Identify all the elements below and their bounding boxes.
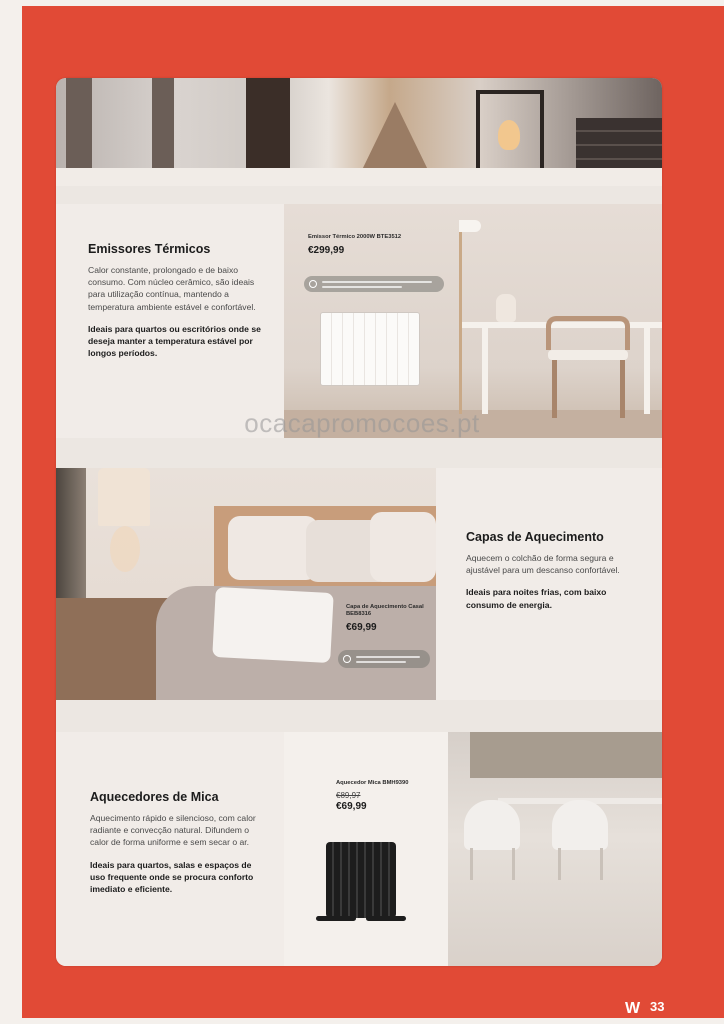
mica-heater-product: [284, 732, 448, 966]
thermal-emitter-product-image: [320, 312, 420, 386]
section-note: Ideais para noites frias, com baixo consumo de energia.: [466, 587, 607, 610]
pinecone-icon: [361, 102, 429, 172]
books-icon: [576, 118, 662, 170]
section-note: Ideais para quartos, salas e espaços de uso frequente onde se procura conforto imediato e eficiente.: [90, 859, 254, 895]
info-icon: [343, 655, 351, 663]
desk-leg: [644, 328, 650, 414]
lamp-glow: [110, 526, 140, 572]
price-tag: [308, 234, 428, 256]
desk-leg: [482, 328, 488, 414]
brand-logo-icon: W: [625, 1000, 641, 1017]
catalog-sheet: [56, 78, 662, 966]
section-description: Aquecem o colchão de forma segura e ajustável para um descanso confortável.: [466, 553, 620, 576]
section-description: Aquecimento rápido e silencioso, com calor radiante e convecção natural. Difundem o calor de forma uniforme e sem secar o ar.: [90, 813, 256, 848]
product-name: Capa de Aquecimento Casal BEB8316: [346, 604, 424, 617]
page-edge-top: [0, 0, 724, 6]
winter-banner-photo: [56, 78, 662, 186]
watermark: ocacapromocoes.pt: [244, 408, 480, 438]
chair-seat: [548, 350, 628, 360]
section-description: Calor constante, prolongado e de baixo consumo. Com núcleo cerâmico, são ideais para utilização contínua, mantendo a temperatura ambiente estável e confortável.: [88, 265, 256, 312]
floor-lamp: [459, 224, 462, 414]
window: [470, 732, 662, 778]
product-price: €69,99: [346, 622, 377, 633]
vase-icon: [496, 294, 516, 322]
section-title: Emissores Térmicos: [88, 242, 211, 256]
page-number: 33: [650, 999, 665, 1014]
product-name: Emissor Térmico 2000W BTE3512: [308, 234, 402, 240]
heater-foot: [316, 916, 356, 921]
page-edge: [0, 0, 22, 1024]
section-thermal-emitters: [56, 204, 284, 438]
product-old-price: €89,97: [336, 791, 361, 800]
heater-foot: [366, 916, 406, 921]
tree-trunk: [152, 78, 174, 168]
table-lamp-icon: [98, 468, 150, 526]
tree-trunk: [66, 78, 92, 168]
pillow: [228, 516, 318, 580]
product-price: €69,99: [336, 801, 367, 812]
pillow: [370, 512, 436, 582]
bedroom-photo: [56, 468, 436, 700]
section-mica-heaters: [56, 732, 284, 966]
mica-heater-image: [326, 842, 396, 918]
section-heated-mattress-pads: [436, 468, 662, 700]
price-tag: [346, 604, 426, 633]
section-title: Aquecedores de Mica: [90, 790, 219, 804]
lamp-head-icon: [459, 220, 481, 232]
chair-leg: [552, 360, 557, 418]
info-badge: [304, 276, 444, 292]
product-price: €299,99: [308, 245, 345, 256]
dining-chair: [464, 800, 520, 850]
info-badge: [338, 650, 430, 668]
info-icon: [309, 280, 317, 288]
office-room-photo: [284, 204, 662, 438]
dining-chair: [552, 800, 608, 850]
product-name: Aquecedor Mica BMH9390: [336, 780, 409, 786]
dining-room-photo: [448, 732, 662, 966]
chair-icon: [546, 316, 630, 350]
price-tag: [336, 780, 436, 812]
lantern-icon: [476, 90, 544, 170]
chair-leg: [620, 360, 625, 418]
shelf: [56, 168, 662, 186]
section-title: Capas de Aquecimento: [466, 530, 604, 544]
section-note: Ideais para quartos ou escritórios onde se deseja manter a temperatura estável por longos períodos.: [88, 323, 261, 359]
heated-mattress-pad-product-image: [212, 587, 334, 663]
page-edge-bottom: [0, 1018, 724, 1024]
